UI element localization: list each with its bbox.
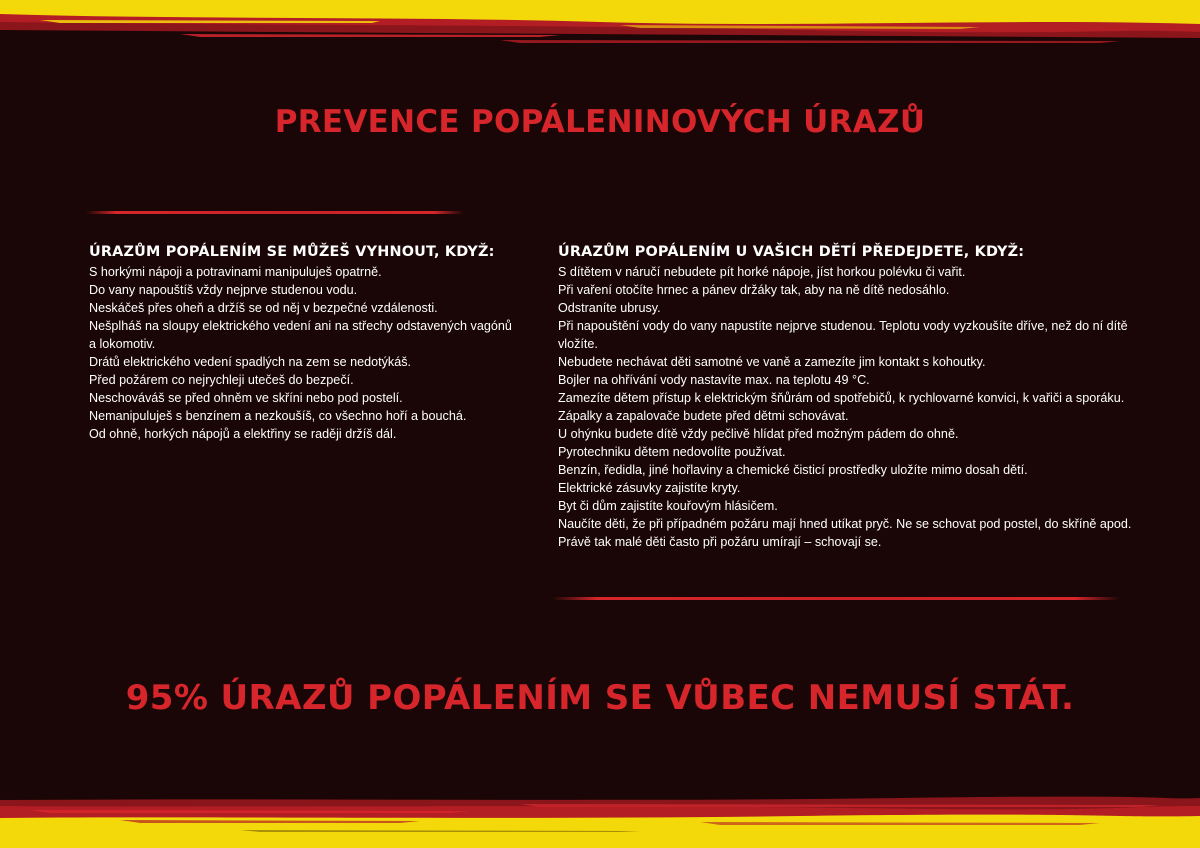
list-item: Odstraníte ubrusy. (558, 301, 661, 315)
left-heading: ÚRAZŮM POPÁLENÍM SE MŮŽEŠ VYHNOUT, KDYŽ: (89, 244, 495, 260)
list-item: S dítětem v náručí nebudete pít horké nápoje, jíst horkou polévku či vařit. (558, 265, 966, 279)
list-item: Elektrické zásuvky zajistíte kryty. (558, 481, 741, 495)
list-item: Nešplháš na sloupy elektrického vedení ani na střechy odstavených vagónů a lokomotiv. (89, 319, 512, 351)
list-item: Při napouštění vody do vany napustíte nejprve studenou. Teplotu vody vyzkoušíte dříve, než do ní dítě vložíte. (558, 319, 1128, 351)
right-heading: ÚRAZŮM POPÁLENÍM U VAŠICH DĚTÍ PŘEDEJDETE, KDYŽ: (558, 244, 1025, 260)
list-item: Před požárem co nejrychleji utečeš do bezpečí. (89, 373, 354, 387)
list-item: S horkými nápoji a potravinami manipuluješ opatrně. (89, 265, 382, 279)
left-list (89, 263, 519, 443)
list-item: Byt či dům zajistíte kouřovým hlásičem. (558, 499, 778, 513)
page-title: PREVENCE POPÁLENINOVÝCH ÚRAZŮ (274, 104, 926, 140)
list-item: U ohýnku budete dítě vždy pečlivě hlídat před možným pádem do ohně. (558, 427, 959, 441)
footer-slogan: 95% ÚRAZŮ POPÁLENÍM SE VŮBEC NEMUSÍ STÁT. (125, 678, 1075, 718)
right-column (558, 244, 1138, 551)
list-item: Pyrotechniku dětem nedovolíte používat. (558, 445, 786, 459)
list-item: Neskáčeš přes oheň a držíš se od něj v bezpečné vzdálenosti. (89, 301, 438, 315)
list-item: Nebudete nechávat děti samotné ve vaně a zamezíte jim kontakt s kohoutky. (558, 355, 986, 369)
list-item: Od ohně, horkých nápojů a elektřiny se raději držíš dál. (89, 427, 397, 441)
list-item: Neschováváš se před ohněm ve skříni nebo pod postelí. (89, 391, 403, 405)
right-divider (552, 597, 1120, 600)
list-item: Do vany napouštíš vždy nejprve studenou vodu. (89, 283, 358, 297)
list-item: Zamezíte dětem přístup k elektrickým šňůrám od spotřebičů, k rychlovarné konvici, k vařiči a sporáku. (558, 391, 1125, 405)
list-item: Zápalky a zapalovače budete před dětmi schovávat. (558, 409, 849, 423)
list-item: Při vaření otočíte hrnec a pánev držáky tak, aby na ně dítě nedosáhlo. (558, 283, 950, 297)
top-brush-border (0, 0, 1200, 52)
list-item: Benzín, ředidla, jiné hořlaviny a chemické čisticí prostředky uložíte mimo dosah dětí. (558, 463, 1028, 477)
left-divider (86, 211, 464, 214)
list-item: Bojler na ohřívání vody nastavíte max. na teplotu 49 °C. (558, 373, 870, 387)
bottom-brush-border (0, 792, 1200, 848)
list-item: Nemanipuluješ s benzínem a nezkoušíš, co všechno hoří a bouchá. (89, 409, 467, 423)
right-list (558, 263, 1138, 551)
list-item: Naučíte děti, že při případném požáru mají hned utíkat pryč. Ne se schovat pod postel, do skříně apod. Právě tak malé děti často při požáru umírají – schovají se. (558, 517, 1132, 549)
left-column (89, 244, 519, 443)
list-item: Drátů elektrického vedení spadlých na zem se nedotýkáš. (89, 355, 412, 369)
